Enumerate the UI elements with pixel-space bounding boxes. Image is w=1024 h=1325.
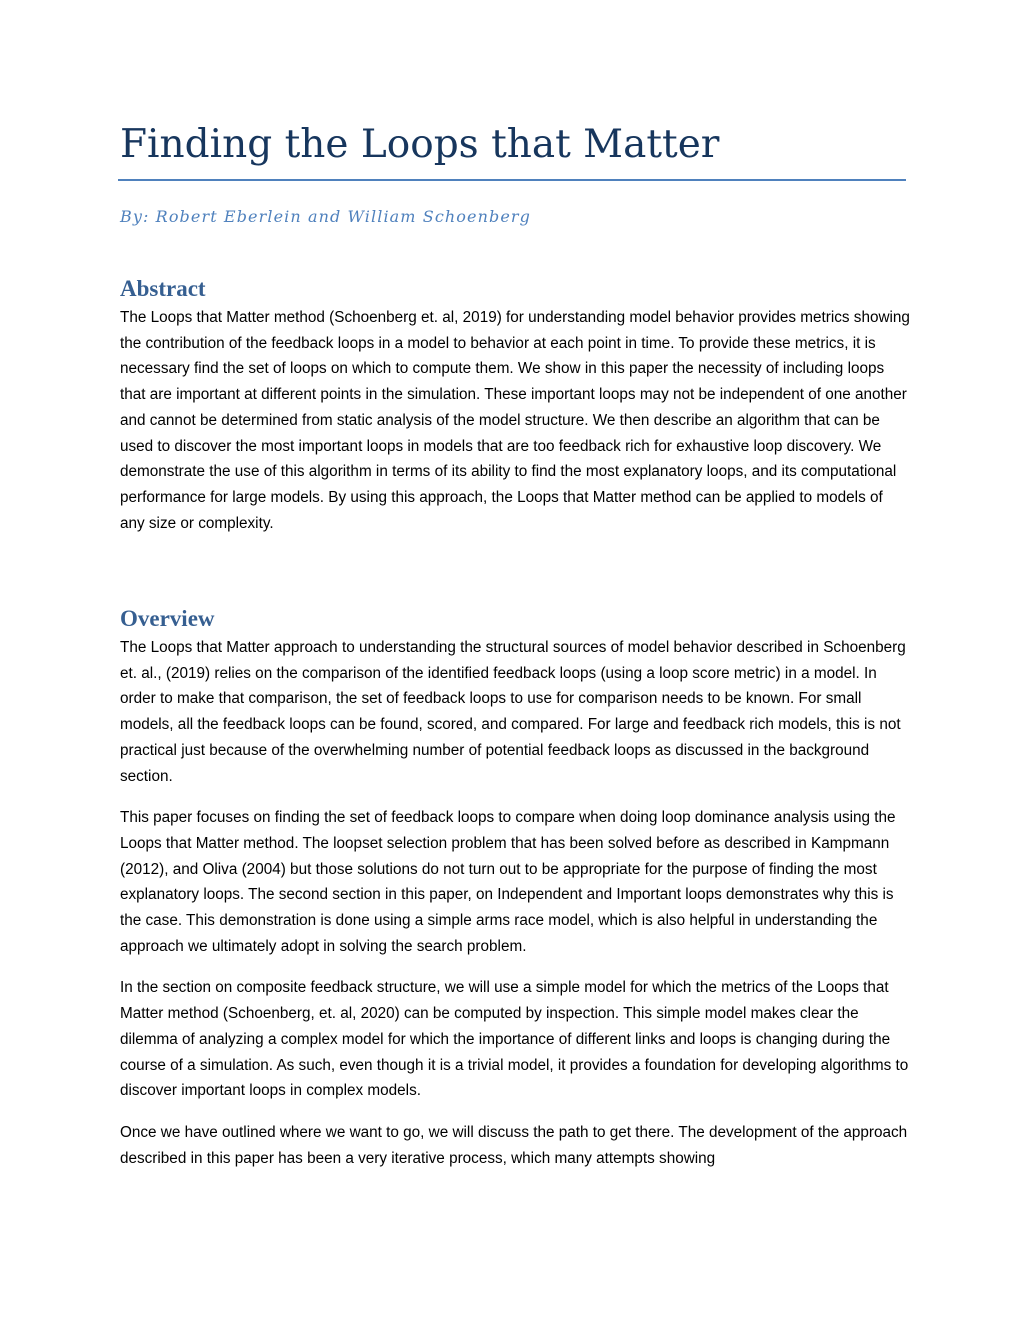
- paper-title: Finding the Loops that Matter: [120, 122, 720, 167]
- abstract-paragraph: The Loops that Matter method (Schoenberg et. al, 2019) for understanding model behavior provides metrics showing the contribution of the feedback loops in a model to behavior at each point in time. To provide these metrics, it is necessary find the set of loops on which to compute them. We show in this paper the necessity of including loops that are important at different points in the simulation. These important loops may not be independent of one another and cannot be determined from static analysis of the model structure. We then describe an algorithm that can be used to discover the most important loops in models that are too feedback rich for exhaustive loop discovery. We demonstrate the use of this algorithm in terms of its ability to find the most explanatory loops, and its computational performance for large models. By using this approach, the Loops that Matter method can be applied to models of any size or complexity.: [120, 309, 910, 532]
- abstract-heading: Abstract: [120, 276, 206, 301]
- abstract-section: [120, 275, 910, 552]
- overview-paragraph-3: In the section on composite feedback structure, we will use a simple model for which the metrics of the Loops that Matter method (Schoenberg, et. al, 2020) can be computed by inspection. This simple model makes clear the dilemma of analyzing a complex model for which the importance of different links and loops is changing during the course of a simulation. As such, even though it is a trivial model, it provides a foundation for developing algorithms to discover important loops in complex models.: [120, 979, 909, 1100]
- overview-paragraph-1: The Loops that Matter approach to understanding the structural sources of model behavior described in Schoenberg et. al., (2019) relies on the comparison of the identified feedback loops (using a loop score metric) in a model. In order to make that comparison, the set of feedback loops to use for comparison needs to be known. For small models, all the feedback loops can be found, scored, and compared. For large and feedback rich models, this is not practical just because of the overwhelming number of potential feedback loops as discussed in the background section.: [120, 639, 906, 785]
- overview-section: [120, 605, 910, 1187]
- overview-heading: Overview: [120, 606, 215, 631]
- overview-paragraph-4: Once we have outlined where we want to go, we will discuss the path to get there. The development of the approach described in this paper has been a very iterative process, which many attempts showing: [120, 1123, 908, 1167]
- overview-paragraph-2: This paper focuses on finding the set of feedback loops to compare when doing loop dominance analysis using the Loops that Matter method. The loopset selection problem that has been solved before as described in Kampmann (2012), and Oliva (2004) but those solutions do not turn out to be appropriate for the purpose of finding the most explanatory loops. The second section in this paper, on Independent and Important loops demonstrates why this is the case. This demonstration is done using a simple arms race model, which is also helpful in understanding the approach we ultimately adopt in solving the search problem.: [120, 809, 896, 955]
- author-byline: By: Robert Eberlein and William Schoenberg: [120, 207, 531, 226]
- title-divider: [118, 179, 906, 181]
